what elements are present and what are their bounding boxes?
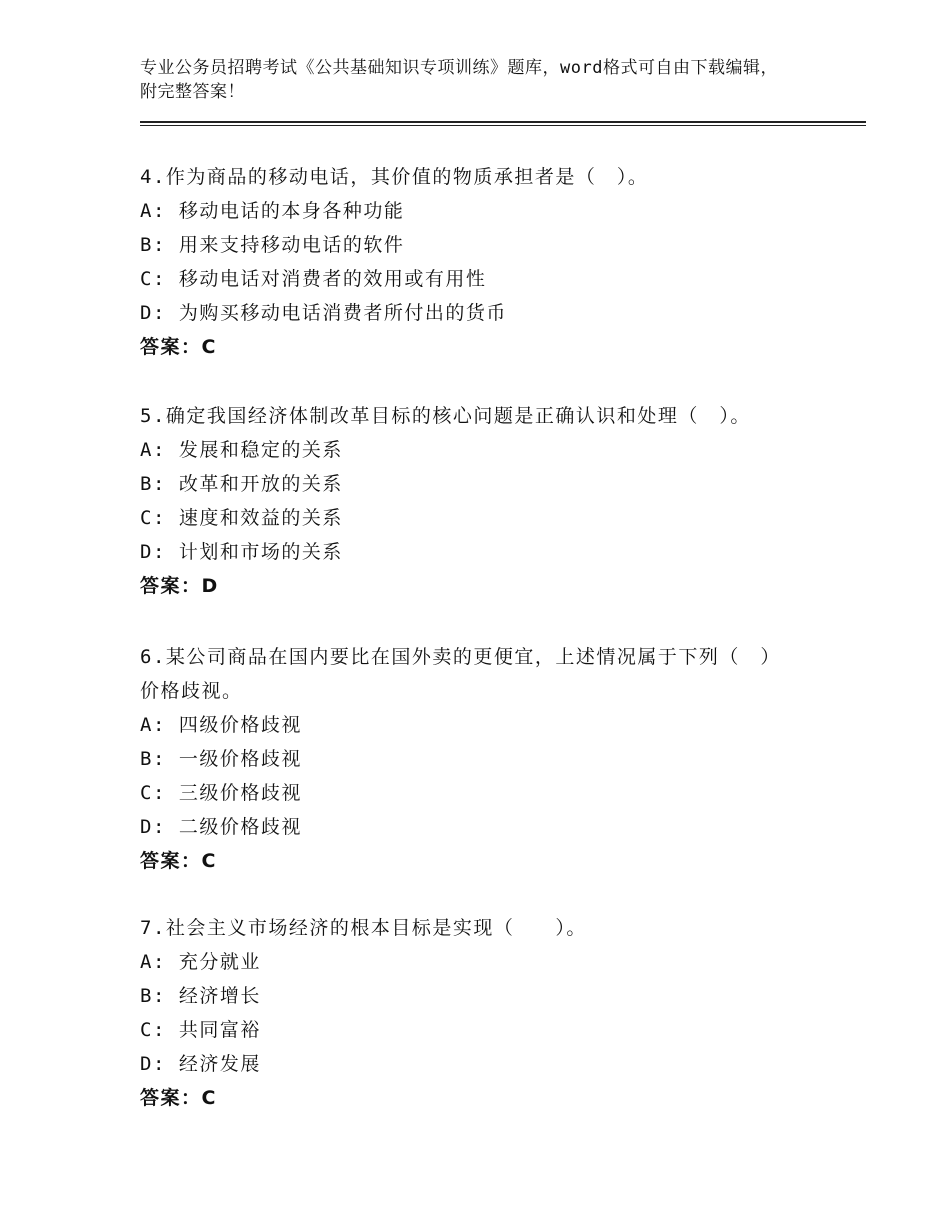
answer: 答案：C: [140, 850, 217, 872]
option-c: C: 三级价格歧视: [140, 782, 302, 804]
option-d: D: 二级价格歧视: [140, 816, 302, 838]
question-stem: 6.某公司商品在国内要比在国外卖的更便宜，上述情况属于下列（ ）价格歧视。: [140, 646, 781, 702]
option-d: D: 计划和市场的关系: [140, 541, 343, 563]
question-4: [140, 160, 800, 364]
document-header: 专业公务员招聘考试《公共基础知识专项训练》题库，word格式可自由下载编辑，附完整答案！: [140, 58, 778, 102]
option-a: A: 充分就业: [140, 951, 261, 973]
option-b: B: 一级价格歧视: [140, 748, 302, 770]
header-divider-thin: [140, 125, 866, 126]
option-a: A: 发展和稳定的关系: [140, 439, 343, 461]
option-a: A: 移动电话的本身各种功能: [140, 200, 405, 222]
question-6: [140, 640, 800, 878]
option-b: B: 改革和开放的关系: [140, 473, 343, 495]
option-c: C: 速度和效益的关系: [140, 507, 343, 529]
option-d: D: 为购买移动电话消费者所付出的货币: [140, 302, 507, 324]
question-stem: 7.社会主义市场经济的根本目标是实现（ ）。: [140, 917, 587, 939]
answer: 答案：C: [140, 336, 217, 358]
option-c: C: 共同富裕: [140, 1019, 261, 1041]
option-b: B: 用来支持移动电话的软件: [140, 234, 405, 256]
option-a: A: 四级价格歧视: [140, 714, 302, 736]
question-stem: 4.作为商品的移动电话，其价值的物质承担者是（ ）。: [140, 166, 649, 188]
header-divider-thick: [140, 121, 866, 123]
option-d: D: 经济发展: [140, 1053, 261, 1075]
answer: 答案：C: [140, 1087, 217, 1109]
question-stem: 5.确定我国经济体制改革目标的核心问题是正确认识和处理（ ）。: [140, 405, 751, 427]
answer: 答案：D: [140, 575, 219, 597]
question-5: [140, 399, 800, 603]
option-b: B: 经济增长: [140, 985, 261, 1007]
option-c: C: 移动电话对消费者的效用或有用性: [140, 268, 487, 290]
question-7: [140, 911, 800, 1115]
